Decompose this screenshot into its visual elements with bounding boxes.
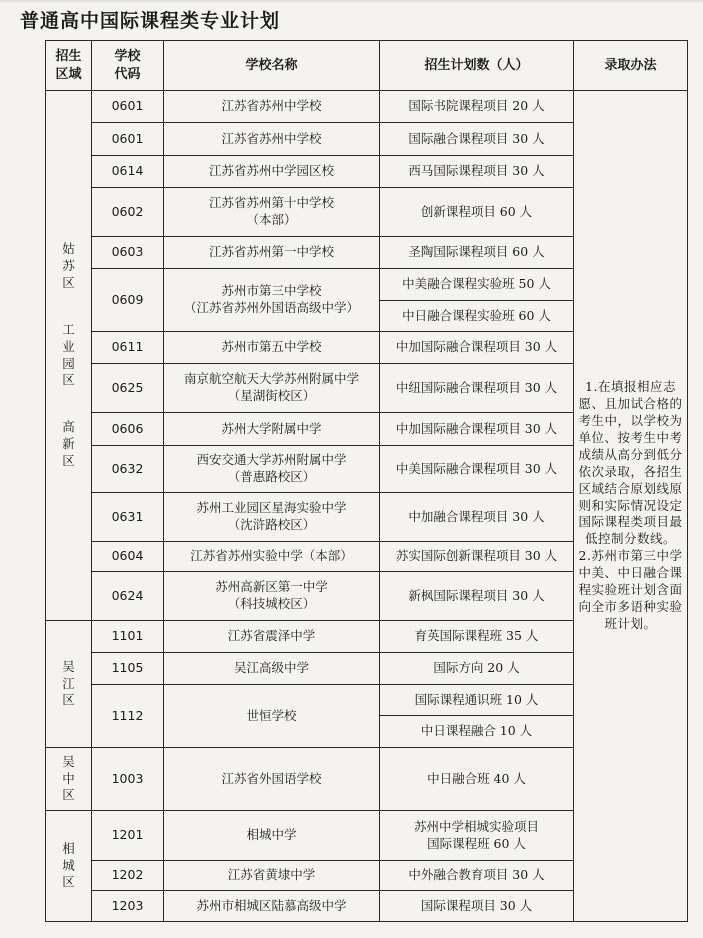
region-cell-wujiang: 吴 江 区 (46, 621, 92, 748)
enrollment-plan: 国际方向 20 人 (380, 653, 574, 685)
school-code: 1203 (92, 891, 164, 922)
enrollment-plan: 创新课程项目 60 人 (380, 188, 574, 237)
school-name: 世恒学校 (164, 685, 380, 748)
school-name: 苏州大学附属中学 (164, 413, 380, 446)
enrollment-plan: 国际课程通识班 10 人 (380, 685, 574, 716)
enrollment-plan: 中加国际融合课程项目 30 人 (380, 413, 574, 446)
header-school-name: 学校名称 (164, 41, 380, 91)
enrollment-plan: 中日融合班 40 人 (380, 748, 574, 811)
school-name: 苏州市第三中学校 （江苏省苏州外国语高级中学） (164, 269, 380, 332)
enrollment-plan: 中日课程融合 10 人 (380, 716, 574, 748)
school-code: 0614 (92, 156, 164, 188)
enrollment-plan: 中美国际融合课程项目 30 人 (380, 446, 574, 493)
school-code: 1101 (92, 621, 164, 653)
enrollment-plan: 国际课程项目 30 人 (380, 891, 574, 922)
school-name: 江苏省苏州中学园区校 (164, 156, 380, 188)
table-header-row (46, 41, 688, 91)
region-cell-gusu: 姑 苏 区 工 业 园 区 高 新 区 (46, 91, 92, 621)
school-name: 江苏省外国语学校 (164, 748, 380, 811)
school-code: 1201 (92, 811, 164, 861)
header-admission-method: 录取办法 (574, 41, 688, 91)
table-row (46, 91, 688, 123)
school-code: 0631 (92, 493, 164, 542)
school-code: 0611 (92, 332, 164, 364)
school-code: 0632 (92, 446, 164, 493)
school-code: 0606 (92, 413, 164, 446)
enrollment-plan: 中美融合课程实验班 50 人 (380, 269, 574, 301)
school-name: 苏州市第五中学校 (164, 332, 380, 364)
school-name: 江苏省震泽中学 (164, 621, 380, 653)
school-code: 0602 (92, 188, 164, 237)
region-cell-xiangcheng: 相 城 区 (46, 811, 92, 922)
enrollment-plan: 国际融合课程项目 30 人 (380, 123, 574, 156)
school-name: 江苏省苏州中学校 (164, 123, 380, 156)
school-name: 江苏省苏州实验中学（本部） (164, 542, 380, 572)
enrollment-plan: 中日融合课程实验班 60 人 (380, 301, 574, 332)
enrollment-plan: 新枫国际课程项目 30 人 (380, 572, 574, 621)
school-code: 0609 (92, 269, 164, 332)
admission-plan-table (45, 40, 688, 922)
school-code: 0601 (92, 91, 164, 123)
enrollment-plan: 中加国际融合课程项目 30 人 (380, 332, 574, 364)
enrollment-plan: 西马国际课程项目 30 人 (380, 156, 574, 188)
school-name: 苏州高新区第一中学 （科技城校区） (164, 572, 380, 621)
enrollment-plan: 国际书院课程项目 20 人 (380, 91, 574, 123)
enrollment-plan: 育英国际课程班 35 人 (380, 621, 574, 653)
school-code: 0624 (92, 572, 164, 621)
region-cell-wuzhong: 吴 中 区 (46, 748, 92, 811)
school-name: 江苏省苏州第一中学校 (164, 237, 380, 269)
admission-method-text: 1.在填报相应志愿、且加试合格的考生中，以学校为单位、按考生中考成绩从高分到低分依次录取，各招生区域结合原划线原则和实际情况设定国际课程类项目最低控制分数线。 2.苏州市第三中学中美、中日融合课程实验班计划含面向全市多语种实验班计划。 (574, 91, 688, 922)
enrollment-plan: 中加融合课程项目 30 人 (380, 493, 574, 542)
school-name: 江苏省苏州中学校 (164, 91, 380, 123)
enrollment-plan: 圣陶国际课程项目 60 人 (380, 237, 574, 269)
school-code: 0604 (92, 542, 164, 572)
school-name: 苏州工业园区星海实验中学 （沈浒路校区） (164, 493, 380, 542)
enrollment-plan: 中纽国际融合课程项目 30 人 (380, 364, 574, 413)
school-code: 1202 (92, 861, 164, 891)
school-code: 1112 (92, 685, 164, 748)
school-code: 1003 (92, 748, 164, 811)
header-enrollment-plan: 招生计划数（人） (380, 41, 574, 91)
enrollment-plan: 苏州中学相城实验项目 国际课程班 60 人 (380, 811, 574, 861)
school-name: 江苏省黄埭中学 (164, 861, 380, 891)
school-code: 0601 (92, 123, 164, 156)
school-name: 苏州市相城区陆慕高级中学 (164, 891, 380, 922)
enrollment-plan: 中外融合教育项目 30 人 (380, 861, 574, 891)
school-code: 0625 (92, 364, 164, 413)
school-name: 南京航空航天大学苏州附属中学 （星湖街校区） (164, 364, 380, 413)
school-name: 相城中学 (164, 811, 380, 861)
enrollment-plan: 苏实国际创新课程项目 30 人 (380, 542, 574, 572)
school-name: 江苏省苏州第十中学校 （本部） (164, 188, 380, 237)
school-code: 1105 (92, 653, 164, 685)
school-name: 吴江高级中学 (164, 653, 380, 685)
header-region: 招生 区域 (46, 41, 92, 91)
school-name: 西安交通大学苏州附属中学 （普惠路校区） (164, 446, 380, 493)
header-school-code: 学校 代码 (92, 41, 164, 91)
school-code: 0603 (92, 237, 164, 269)
scan-edge-shadow (0, 0, 703, 3)
page-title: 普通高中国际课程类专业计划 (20, 10, 281, 32)
